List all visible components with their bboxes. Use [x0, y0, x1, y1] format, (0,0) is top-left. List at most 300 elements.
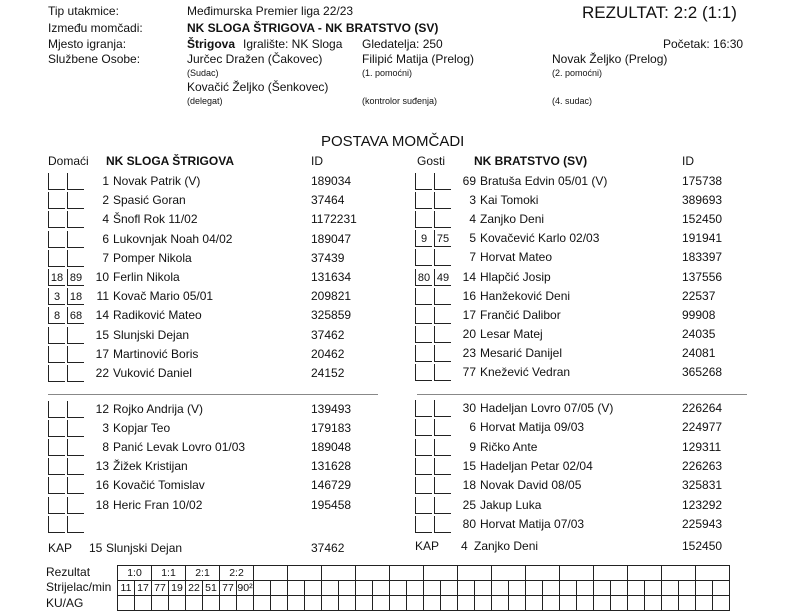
player-id: 226263: [682, 458, 723, 473]
sub-minute-box: [415, 516, 432, 533]
score-cell: [458, 566, 492, 581]
sub-minute-box: [415, 345, 432, 362]
sub-minute-box: [48, 516, 65, 533]
scorer-minute-cell: 90²: [237, 582, 253, 594]
kuag-cell: [458, 596, 475, 611]
scorer-minute-cell: 22: [186, 581, 203, 596]
away-captain-name: Zanjko Deni: [474, 539, 539, 553]
kuag-cell: [254, 596, 271, 611]
assistant1-role: (1. pomoćni): [362, 68, 413, 78]
player-number: 30: [462, 401, 476, 415]
scorer-minute-cell: 77: [152, 581, 169, 596]
player-id: 22537: [682, 288, 716, 303]
sub-minute-box: 75: [434, 230, 451, 247]
sub-minute-box: [434, 288, 451, 305]
sub-minute-box: [48, 401, 65, 418]
scorer-minute-cell: [339, 581, 356, 596]
kuag-cell: [237, 596, 254, 611]
scorer-minute-cell: [492, 581, 509, 596]
scorer-minute-cell: [611, 581, 628, 596]
kuag-cell: [407, 596, 424, 611]
delegate-name: Kovačić Željko (Šenkovec): [187, 80, 329, 94]
player-id: 189047: [311, 231, 352, 246]
score-cell: [322, 566, 356, 581]
venue-city: Štrigova: [187, 37, 236, 51]
sub-minute-box: [67, 420, 84, 437]
player-name: Hadeljan Petar 02/04: [480, 458, 593, 473]
home-divider: [48, 394, 378, 395]
sub-minute-box: [48, 365, 65, 382]
attendance: Gledatelja: 250: [362, 37, 443, 51]
teams-label: Između momčadi:: [48, 21, 143, 35]
scorer-minute-cell: 19: [169, 581, 186, 596]
sub-minute-box: [48, 250, 65, 267]
away-label: Gosti: [417, 154, 446, 168]
kuag-cell: [475, 596, 492, 611]
kuag-cell: [594, 596, 611, 611]
sub-minute-box: [434, 192, 451, 209]
kuag-cell: [271, 596, 288, 611]
scorer-minute-cell: [373, 581, 390, 596]
sub-minute-box: 9: [415, 230, 432, 247]
kuag-cell: [560, 596, 577, 611]
scorer-minute-cell: 77: [220, 581, 237, 596]
kuag-cell: [356, 596, 373, 611]
sub-minute-box: [434, 458, 451, 475]
lineup-title: POSTAVA MOMČADI: [321, 133, 465, 150]
scorer-minute-cell: 17: [135, 581, 152, 596]
player-name: Vuković Daniel: [113, 366, 192, 380]
score-cell: [390, 566, 424, 581]
score-cell: [560, 566, 594, 581]
sub-minute-box: [415, 211, 432, 228]
away-team-name: NK BRATSTVO (SV): [474, 154, 588, 168]
player-number: 11: [96, 289, 109, 304]
kickoff-time: Početak: 16:30: [663, 37, 744, 51]
player-name: Hanžeković Deni: [480, 288, 571, 303]
player-number: 80: [462, 516, 476, 531]
kuag-row-label: KU/AG: [46, 596, 84, 610]
sub-minute-box: [434, 439, 451, 456]
sub-minute-box: [67, 458, 84, 475]
scorer-minute-cell: [696, 581, 713, 596]
sub-minute-box: [415, 419, 432, 436]
player-id: 195458: [311, 497, 352, 512]
scorer-minute-cell: 51: [203, 581, 220, 596]
sub-minute-box: [48, 231, 65, 248]
sub-minute-box: [48, 477, 65, 494]
scorer-minute-cell: [577, 581, 594, 596]
player-number: 10: [95, 270, 109, 284]
player-number: 25: [462, 497, 476, 512]
kuag-cell: [645, 596, 662, 611]
result-row-label: Rezultat: [46, 565, 91, 579]
player-number: 17: [462, 307, 476, 322]
referee-role: (Sudac): [187, 68, 219, 78]
away-id-header: ID: [682, 154, 694, 168]
player-name: Horvat Mateo: [480, 250, 553, 265]
sub-minute-box: 3: [48, 288, 65, 305]
player-name: Frančić Dalibor: [480, 307, 561, 322]
player-number: 6: [102, 231, 109, 246]
kuag-cell: [441, 596, 458, 611]
kuag-cell: [220, 596, 237, 611]
kuag-cell: [339, 596, 356, 611]
sub-minute-box: [415, 173, 432, 190]
player-name: Šnofl Rok 11/02: [113, 212, 198, 227]
referee-name: Jurčec Dražen (Čakovec): [187, 52, 323, 66]
sub-minute-box: [415, 477, 432, 494]
player-id: 365268: [682, 365, 723, 379]
home-captain-id: 37462: [311, 541, 345, 555]
scorer-minute-cell: [594, 581, 611, 596]
player-name: Kopjar Teo: [113, 421, 171, 436]
kuag-cell: [152, 596, 169, 611]
player-name: Spasić Goran: [113, 193, 186, 208]
scorer-minute-cell: [509, 581, 526, 596]
sub-minute-box: [67, 211, 84, 228]
kuag-cell: [203, 596, 220, 611]
player-number: 14: [95, 308, 109, 323]
player-name: Pomper Nikola: [113, 250, 192, 265]
sub-minute-box: [67, 516, 84, 533]
kuag-cell: [492, 596, 509, 611]
sub-minute-box: [434, 400, 451, 417]
kuag-cell: [322, 596, 339, 611]
kuag-cell: [305, 596, 322, 611]
player-name: Mesarić Danijel: [480, 345, 563, 360]
score-cell: [628, 566, 662, 581]
assistant1-name: Filipić Matija (Prelog): [362, 52, 475, 66]
sub-minute-box: [415, 249, 432, 266]
sub-minute-box: [434, 516, 451, 533]
scorer-minute-cell: [254, 581, 271, 596]
player-name: Zanjko Deni: [480, 212, 545, 227]
sub-minute-box: [67, 401, 84, 418]
player-number: 9: [469, 439, 476, 454]
kuag-cell: [696, 596, 713, 611]
kuag-cell: [135, 596, 152, 611]
player-number: 7: [469, 250, 476, 265]
player-number: 6: [469, 420, 476, 435]
score-cell: [526, 566, 560, 581]
sub-minute-box: [434, 211, 451, 228]
sub-minute-box: [415, 364, 432, 381]
scorer-minute-cell: [390, 581, 407, 596]
sub-minute-box: [67, 192, 84, 209]
player-number: 12: [95, 402, 109, 416]
player-number: 16: [95, 478, 109, 493]
player-number: 7: [102, 250, 109, 265]
player-name: Horvat Matija 07/03: [480, 516, 585, 531]
away-divider: [417, 394, 747, 395]
player-id: 175738: [682, 174, 723, 188]
fourth-official-role: (4. sudac): [552, 96, 593, 106]
home-team-name: NK SLOGA ŠTRIGOVA: [106, 154, 235, 168]
player-name: Hlapčić Josip: [480, 269, 551, 284]
player-number: 18: [95, 497, 109, 512]
sub-minute-box: [67, 477, 84, 494]
player-number: 22: [95, 366, 109, 380]
scorer-minute-cell: [645, 581, 662, 596]
sub-minute-box: 89: [67, 269, 84, 286]
player-id: 179183: [311, 421, 352, 436]
player-id: 24152: [311, 366, 345, 380]
home-captain-label: KAP: [48, 541, 73, 555]
player-name: Heric Fran 10/02: [113, 497, 203, 512]
sub-minute-box: [434, 497, 451, 514]
sub-minute-box: 8: [48, 307, 65, 324]
sub-minute-box: [415, 458, 432, 475]
player-id: 1172231: [311, 212, 357, 227]
player-name: Horvat Matija 09/03: [480, 420, 585, 435]
sub-minute-box: [434, 173, 451, 190]
player-name: Žižek Kristijan: [113, 459, 188, 474]
scorer-minute-cell: [288, 581, 305, 596]
player-id: 325859: [311, 308, 352, 323]
kuag-cell: [169, 596, 186, 611]
home-label: Domaći: [48, 154, 89, 168]
score-cell: [696, 566, 730, 581]
player-id: 189048: [311, 440, 352, 455]
player-id: 37439: [311, 250, 345, 265]
player-number: 15: [95, 327, 109, 342]
player-name: Bratuša Edvin 05/01 (V): [480, 174, 608, 188]
sub-minute-box: [434, 477, 451, 494]
score-cell: [254, 566, 288, 581]
sub-minute-box: [434, 307, 451, 324]
scorer-minute-cell: [628, 581, 645, 596]
player-id: 191941: [682, 231, 723, 246]
sub-minute-box: 80: [415, 269, 432, 286]
sub-minute-box: [67, 231, 84, 248]
kuag-cell: [611, 596, 628, 611]
sub-minute-box: [415, 192, 432, 209]
sub-minute-box: [67, 497, 84, 514]
player-number: 3: [102, 421, 109, 436]
sub-minute-box: [48, 327, 65, 344]
controller-role: (kontrolor suđenja): [362, 96, 438, 106]
scorer-minute-cell: [679, 581, 696, 596]
player-number: 16: [462, 288, 476, 303]
scorer-minute-cell: [475, 581, 492, 596]
delegate-role: (delegat): [187, 96, 223, 106]
sub-minute-box: [434, 419, 451, 436]
player-number: 77: [462, 365, 476, 379]
scorer-minute-cell: [458, 581, 475, 596]
away-captain-label: KAP: [415, 539, 440, 553]
score-cell: 2:2: [220, 566, 254, 581]
player-name: Kovačić Tomislav: [113, 478, 205, 493]
assistant2-role: (2. pomoćni): [552, 68, 603, 78]
player-name: Slunjski Dejan: [113, 327, 190, 342]
sub-minute-box: [48, 211, 65, 228]
score-cell: [424, 566, 458, 581]
sub-minute-box: [48, 497, 65, 514]
player-name: Kai Tomoki: [480, 193, 539, 208]
home-captain-name: Slunjski Dejan: [106, 541, 183, 555]
sub-minute-box: [67, 439, 84, 456]
player-id: 123292: [682, 497, 723, 512]
player-number: 8: [102, 440, 109, 455]
player-name: Ričko Ante: [480, 439, 538, 454]
score-cell: [662, 566, 696, 581]
scorer-minute-cell: [560, 581, 577, 596]
player-id: 325831: [682, 478, 723, 493]
scorer-minute-cell: [713, 581, 730, 596]
player-number: 4: [102, 212, 109, 227]
scorer-minute-cell: [305, 581, 322, 596]
scorer-minute-cell: [356, 581, 373, 596]
player-id: 152450: [682, 212, 723, 227]
player-name: Martinović Boris: [113, 346, 199, 361]
kuag-cell: [373, 596, 390, 611]
kuag-cell: [424, 596, 441, 611]
away-captain-number: 4: [461, 539, 468, 553]
player-number: 2: [102, 193, 109, 208]
sub-minute-box: [67, 327, 84, 344]
kuag-cell: [543, 596, 560, 611]
player-id: 137556: [682, 269, 723, 284]
player-name: Kovač Mario 05/01: [113, 289, 214, 304]
sub-minute-box: [67, 346, 84, 363]
sub-minute-box: [415, 400, 432, 417]
kuag-cell: [118, 596, 135, 611]
venue-label: Mjesto igranja:: [48, 37, 127, 51]
score-cell: 1:1: [152, 566, 186, 581]
scorer-minute-cell: [543, 581, 560, 596]
player-name: Radiković Mateo: [113, 308, 202, 323]
player-id: 37462: [311, 327, 345, 342]
kuag-cell: [662, 596, 679, 611]
match-type-value: Međimurska Premier liga 22/23: [187, 4, 354, 18]
player-id: 139493: [311, 402, 352, 416]
player-id: 131628: [311, 459, 352, 474]
score-cell: 2:1: [186, 566, 220, 581]
sub-minute-box: [48, 192, 65, 209]
player-id: 146729: [311, 478, 352, 493]
player-id: 129311: [682, 439, 722, 454]
home-id-header: ID: [311, 154, 323, 168]
sub-minute-box: [67, 250, 84, 267]
kuag-cell: [390, 596, 407, 611]
kuag-cell: [679, 596, 696, 611]
player-number: 4: [469, 212, 476, 227]
scorer-minute-cell: [407, 581, 424, 596]
score-cell: [492, 566, 526, 581]
kuag-cell: [577, 596, 594, 611]
player-id: 209821: [311, 289, 352, 304]
player-name: Panić Levak Lovro 01/03: [113, 440, 246, 455]
player-id: 20462: [311, 346, 345, 361]
player-name: Rojko Andrija (V): [113, 402, 204, 416]
assistant2-name: Novak Željko (Prelog): [552, 52, 668, 66]
home-captain-number: 15: [89, 541, 103, 555]
sub-minute-box: [434, 364, 451, 381]
player-id: 24035: [682, 326, 716, 341]
player-number: 5: [469, 231, 476, 246]
sub-minute-box: [415, 288, 432, 305]
sub-minute-box: [67, 365, 84, 382]
sub-minute-box: [67, 173, 84, 190]
player-number: 1: [102, 174, 109, 188]
sub-minute-box: [48, 173, 65, 190]
score-cell: [288, 566, 322, 581]
player-name: Ferlin Nikola: [113, 270, 180, 284]
player-id: 389693: [682, 193, 723, 208]
player-id: 37464: [311, 193, 345, 208]
scorer-minute-cell: [526, 581, 543, 596]
kuag-cell: [186, 596, 203, 611]
score-cell: 1:0: [118, 566, 152, 581]
sub-minute-box: 18: [48, 269, 65, 286]
sub-minute-box: [415, 326, 432, 343]
sub-minute-box: 49: [434, 269, 451, 286]
scorer-minute-cell: [322, 581, 339, 596]
scorer-minute-cell: [441, 581, 458, 596]
player-id: 24081: [682, 345, 716, 360]
player-number: 17: [95, 346, 109, 361]
score-cell: [356, 566, 390, 581]
scorer-minute-cell: [424, 581, 441, 596]
player-number: 20: [462, 326, 476, 341]
sub-minute-box: 18: [67, 288, 84, 305]
player-name: Hadeljan Lovro 07/05 (V): [480, 401, 614, 415]
player-number: 15: [462, 458, 476, 473]
scorer-minute-cell: 11: [118, 581, 135, 596]
player-name: Knežević Vedran: [480, 365, 571, 379]
player-number: 13: [95, 459, 109, 474]
player-name: Lukovnjak Noah 04/02: [113, 231, 233, 246]
player-name: Kovačević Karlo 02/03: [480, 231, 600, 246]
sub-minute-box: 68: [67, 307, 84, 324]
sub-minute-box: [415, 439, 432, 456]
player-id: 226264: [682, 401, 723, 415]
player-number: 69: [462, 174, 476, 188]
kuag-cell: [509, 596, 526, 611]
sub-minute-box: [434, 345, 451, 362]
score-grid: [117, 565, 730, 611]
kuag-cell: [628, 596, 645, 611]
away-captain-id: 152450: [682, 539, 723, 553]
sub-minute-box: [48, 346, 65, 363]
player-number: 18: [462, 478, 476, 493]
result-title: REZULTAT: 2:2 (1:1): [582, 3, 737, 22]
match-type-label: Tip utakmice:: [48, 4, 119, 18]
scorer-minute-cell: [662, 581, 679, 596]
player-id: 99908: [682, 307, 716, 322]
kuag-cell: [713, 596, 730, 611]
kuag-cell: [288, 596, 305, 611]
match-title: NK SLOGA ŠTRIGOVA - NK BRATSTVO (SV): [187, 21, 439, 35]
sub-minute-box: [48, 420, 65, 437]
sub-minute-box: [48, 439, 65, 456]
player-id: 183397: [682, 250, 723, 265]
player-id: 131634: [311, 270, 352, 284]
kuag-cell: [526, 596, 543, 611]
officials-label: Službene Osobe:: [48, 52, 141, 66]
sub-minute-box: [434, 326, 451, 343]
player-name: Lesar Matej: [480, 326, 543, 341]
player-name: Jakup Luka: [480, 497, 542, 512]
venue-ground: Igralište: NK Sloga: [243, 37, 343, 51]
player-number: 14: [462, 269, 476, 284]
player-id: 224977: [682, 420, 723, 435]
scorer-row-label: Strijelac/min: [46, 580, 112, 594]
sub-minute-box: [415, 307, 432, 324]
sub-minute-box: [48, 458, 65, 475]
player-name: Novak Patrik (V): [113, 174, 201, 188]
